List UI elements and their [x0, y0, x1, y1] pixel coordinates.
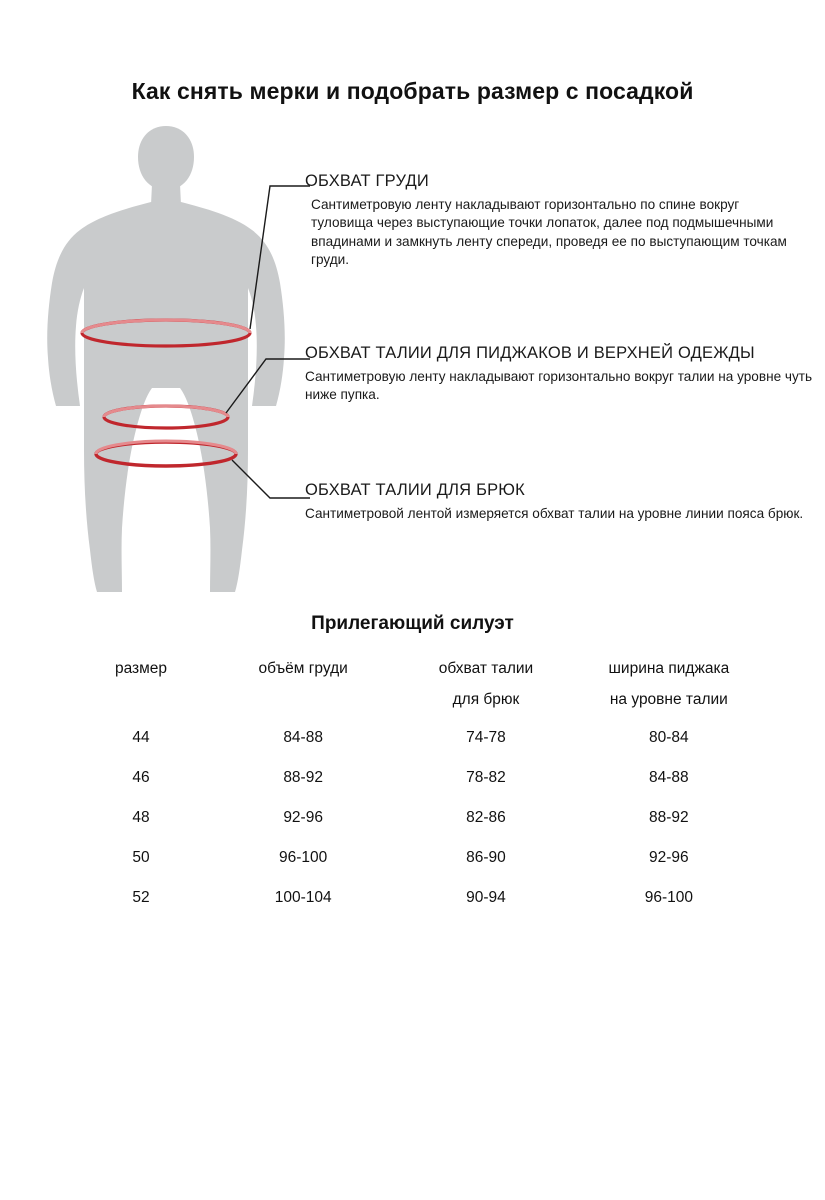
cell-chest: 100-104 [274, 889, 332, 906]
size-table-body [72, 711, 762, 918]
column-header-waist-line2: для брюк [452, 691, 520, 708]
column-header-size [72, 660, 210, 711]
cell-chest: 84-88 [283, 729, 323, 746]
body-silhouette [47, 126, 285, 592]
column-header-jacket-width-line1: ширина пиджака [608, 660, 730, 677]
cell-jacket-width: 96-100 [644, 889, 693, 906]
table-row [72, 711, 762, 758]
cell-size: 52 [132, 889, 150, 906]
size-table-head [72, 660, 762, 711]
callout-waist-jacket [305, 344, 820, 405]
table-row [72, 758, 762, 798]
cell-jacket-width: 88-92 [649, 809, 689, 826]
callout-chest-heading: ОБХВАТ ГРУДИ [305, 172, 429, 190]
cell-chest: 88-92 [283, 769, 323, 786]
body-figure [18, 120, 318, 610]
cell-waist: 90-94 [466, 889, 506, 906]
size-table-title: Прилегающий силуэт [311, 613, 514, 634]
table-row [72, 838, 762, 878]
cell-jacket-width: 84-88 [649, 769, 689, 786]
column-header-waist [396, 660, 575, 711]
column-header-size-line1: размер [114, 660, 168, 677]
table-row [72, 798, 762, 838]
cell-size: 46 [132, 769, 150, 786]
callout-chest [305, 172, 805, 269]
cell-size: 48 [132, 809, 150, 826]
callout-waist-jacket-body: Сантиметровую ленту накладывают горизонтально вокруг талии на уровне чуть ниже пупка. [305, 369, 813, 403]
callout-waist-trousers-body: Сантиметровой лентой измеряется обхват талии на уровне линии пояса брюк. [305, 506, 804, 521]
column-header-jacket-width [576, 660, 762, 711]
cell-jacket-width: 80-84 [649, 729, 689, 746]
cell-chest: 92-96 [283, 809, 323, 826]
column-header-chest-line1: объём груди [258, 660, 348, 677]
column-header-chest [210, 660, 396, 711]
cell-jacket-width: 92-96 [649, 849, 689, 866]
cell-size: 44 [132, 729, 150, 746]
cell-size: 50 [132, 849, 150, 866]
cell-waist: 74-78 [466, 729, 506, 746]
cell-waist: 82-86 [466, 809, 506, 826]
page-title: Как снять мерки и подобрать размер с посадкой [131, 78, 694, 104]
size-table-header-row [72, 660, 762, 711]
column-header-waist-line1: обхват талии [438, 660, 534, 677]
size-table [72, 660, 762, 918]
callout-waist-trousers [305, 481, 810, 523]
cell-waist: 86-90 [466, 849, 506, 866]
callout-waist-trousers-heading: ОБХВАТ ТАЛИИ ДЛЯ БРЮК [305, 481, 525, 499]
cell-waist: 78-82 [466, 769, 506, 786]
table-row [72, 878, 762, 918]
callout-waist-jacket-heading: ОБХВАТ ТАЛИИ ДЛЯ ПИДЖАКОВ И ВЕРХНЕЙ ОДЕЖДЫ [305, 344, 755, 362]
cell-chest: 96-100 [279, 849, 328, 866]
column-header-jacket-width-line2: на уровне талии [609, 691, 728, 708]
callout-chest-body: Сантиметровую ленту накладывают горизонтально по спине вокруг туловища через выступающие точки лопаток, далее под подмышечными впадинами и замкнуть ленту спереди, проведя ее по выступающим точкам груди. [311, 197, 787, 268]
